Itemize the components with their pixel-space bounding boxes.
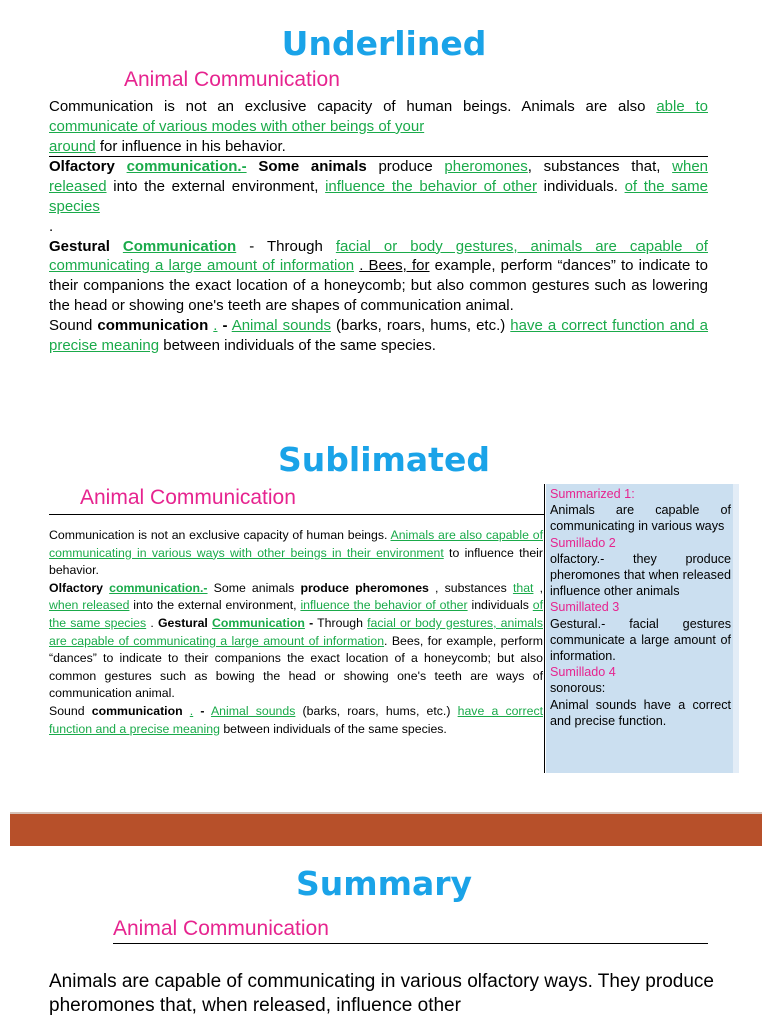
side-s2-text: olfactory.- they produce pheromones that when released influence other animals [550,551,731,599]
sub-olfactory-into: into the external environment, [133,598,297,613]
sub-olfactory-individuals: individuals [471,598,529,613]
olfactory-influence: influence the behavior of other [325,178,537,196]
gestural-bees: . Bees, for [359,257,430,275]
sub-gestural-dash: - [309,615,314,630]
intro-underlined: able to communicate of various modes with other beings of your [49,98,708,135]
sub-gestural-through: Through [317,615,363,630]
section-band [10,814,762,846]
sub-olfactory-that: that [512,580,534,595]
gestural-facial: facial or body gestures, animals are capable of communicating a large amount of information [49,237,708,275]
sound-label: Sound [49,316,93,334]
sub-sound-have: have a correct function and a precise meaning [49,703,544,736]
sub-olfactory-substances: , substances [435,580,507,595]
underlined-dot: . [49,217,54,235]
sound-animal: Animal sounds [231,316,331,334]
side-s3-title: Sumillated 3 [550,600,620,615]
sound-comm: communication [97,316,209,334]
underlined-title: Underlined [281,24,487,63]
side-s3-text: Gestural.- facial gestures communicate a large amount of information. [550,616,731,664]
sound-rest: between individuals of the same species. [163,336,436,354]
sub-gestural-label: Gestural [157,615,208,630]
olfactory-when: when released [49,158,709,196]
sound-dash: - [222,316,228,334]
summary-text: Animals are capable of communicating in various olfactory ways. They produce pheromones that, when released, influence other [49,971,714,1016]
side-s1-text: Animals are capable of communicating in various ways [550,503,731,534]
gestural-through: - Through [249,237,323,255]
olfactory-comm: communication.- [126,158,247,176]
sub-gestural-facial: facial or body gestures, animals are capable of communicating a large amount of information [49,615,544,648]
underlined-gestural [49,237,708,316]
summary-sidebox [546,484,739,773]
sublimated-title: Sublimated [278,440,490,479]
sub-olfactory-comm: communication.- [109,580,208,595]
sub-sound-comm: communication [91,703,183,718]
sub-olfactory-same: of the same species [49,598,544,630]
olfactory-into: into the external environment, [113,178,319,196]
sub-intro-end: to influence their behavior. [49,545,543,578]
side-s1-title: Summarized 1: [550,487,635,501]
underlined-intro [49,97,708,137]
sub-intro [49,527,543,580]
side-s4-text-a: sonorous: [550,681,606,696]
gestural-label: Gestural [49,237,110,255]
sub-sound-animal: Animal sounds [210,703,296,718]
summary-title: Summary [295,864,473,903]
sub-sound-dash: - [200,703,205,718]
underlined-olfactory [49,157,708,216]
gestural-comm: Communication [122,237,237,255]
sub-sound-dot: . [189,703,194,718]
intro-around: around [49,137,96,155]
sublimated-body [49,527,543,738]
sub-sound-rest: between individuals of the same species. [223,721,447,736]
sub-olfactory-produce: produce pheromones [300,580,429,595]
side-s4-title: Sumillado 4 [550,665,616,680]
olfactory-some: Some animals [258,158,367,176]
sublimated-subtitle: Animal Communication [80,486,296,509]
underlined-body [49,97,708,355]
sublimated-rule [49,514,544,515]
olfactory-produce: produce [378,158,433,176]
side-s4-text-b: Animal sounds have a correct and precise function. [550,697,731,728]
summary-rule [113,943,708,944]
sub-sound-barks: (barks, roars, hums, etc.) [302,703,451,718]
underlined-sound [49,316,708,356]
sub-olfactory-some: Some animals [213,580,295,595]
sub-intro-text: Communication is not an exclusive capacity of human beings. [49,528,388,542]
sound-dot: . [213,316,218,334]
sub-sound-label: Sound [49,703,85,718]
intro-text: Communication is not an exclusive capacity of human beings. Animals are also [49,98,646,115]
sub-intro-green: Animals are also capable of communicating in various ways with other beings in their environment [49,528,543,560]
sound-have: have a correct function and a precise meaning [49,316,709,354]
olfactory-individuals: individuals. [543,178,618,196]
sub-gestural-rest: . Bees, for example, perform “dances” to indicate to their companions the exact location of a honeycomb; but also common gestures such as bowing the head or showing one's teeth are ways of communication animal. [49,633,543,701]
olfactory-substances: , substances that, [527,158,661,176]
underlined-intro-cont [49,137,708,158]
gestural-rest: example, perform “dances” to indicate to their companions the exact location of a honeycomb; but also common gestures such as lowering the head or showing one's teeth are shapes of communication animal. [49,257,709,314]
olfactory-pheromones: pheromones [444,158,528,176]
intro-influence: for influence in his behavior. [99,137,286,155]
sub-olfactory-comma: , [539,580,544,595]
summary-subtitle: Animal Communication [113,917,329,940]
sub-olfactory-when: when released [49,598,130,613]
sub-gestural-comm: Communication [212,615,305,630]
sidebox-divider [544,484,545,773]
sound-barks: (barks, roars, hums, etc.) [335,316,506,334]
sub-olfactory-influence: influence the behavior of other [300,598,468,613]
sub-olfactory-dot: . [150,615,154,630]
side-s2-title: Sumillado 2 [550,535,616,550]
sub-olfactory [49,580,543,703]
olfactory-label: Olfactory [49,158,115,176]
underlined-subtitle: Animal Communication [124,68,340,91]
olfactory-same-species: of the same species [49,178,708,215]
sub-sound [49,703,543,738]
sub-olfactory-label: Olfactory [49,580,103,595]
